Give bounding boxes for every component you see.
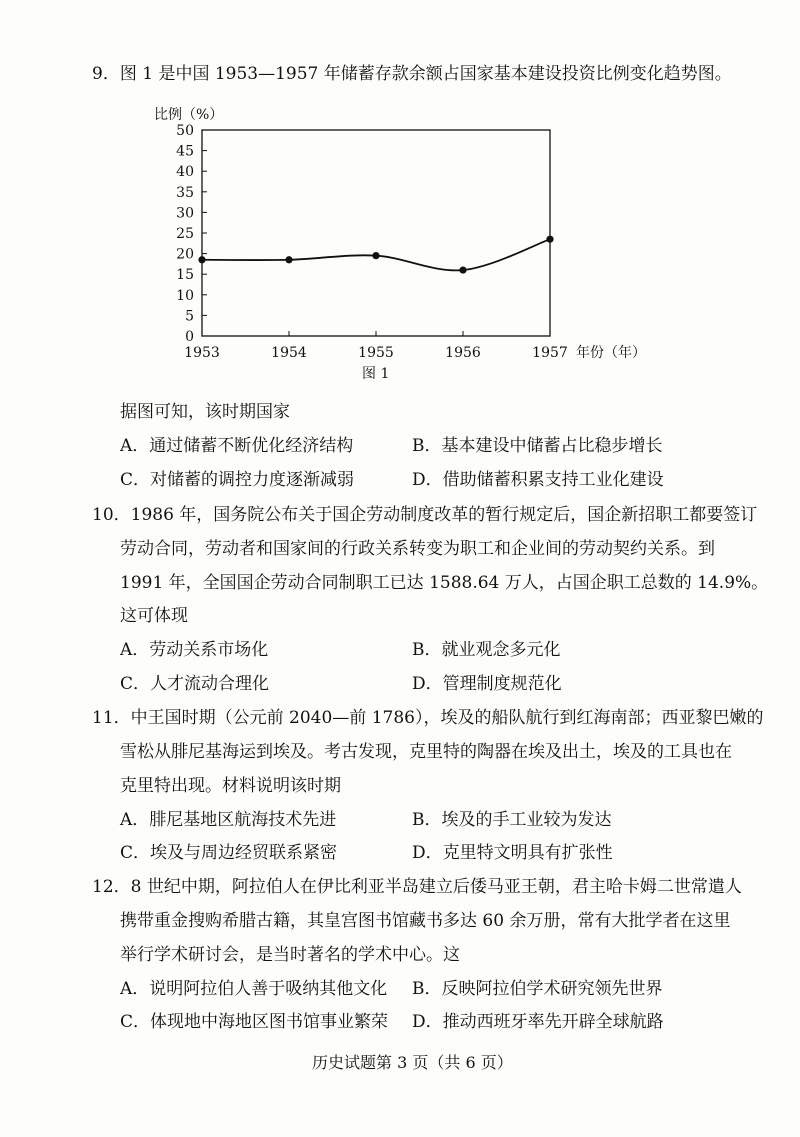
page-footer: 历史试题第 3 页（共 6 页） (312, 1053, 513, 1072)
q10-stem-line-1: 10．1986 年，国务院公布关于国企劳动制度改革的暂行规定后，国企新招职工都要签订 (92, 505, 758, 525)
q10-option-d[interactable]: D．管理制度规范化 (412, 674, 562, 694)
q10-option-a[interactable]: A．劳动关系市场化 (120, 640, 269, 660)
q9-option-b[interactable]: B．基本建设中储蓄占比稳步增长 (412, 436, 663, 456)
q11-stem-line-2: 雪松从腓尼基海运到埃及。考古发现，克里特的陶器在埃及出土，埃及的工具也在 (120, 742, 732, 762)
q9-option-d[interactable]: D．借助储蓄积累支持工业化建设 (412, 470, 664, 490)
q9-lead: 据图可知，该时期国家 (120, 402, 290, 422)
chart-y-tick-label: 30 (176, 205, 194, 222)
chart-x-tick-label: 1954 (271, 345, 307, 361)
q10-stem-line-3: 1991 年，全国国企劳动合同制职工已达 1588.64 万人，占国企职工总数的 14.9%。 (120, 573, 769, 593)
chart-data-point-1953 (198, 256, 205, 263)
chart-data-point-1956 (459, 266, 466, 273)
q11-stem-line-1: 11．中王国时期（公元前 2040—前 1786），埃及的船队航行到红海南部；西亚黎巴嫩的 (92, 708, 764, 728)
q12-option-a[interactable]: A．说明阿拉伯人善于吸纳其他文化 (120, 979, 388, 999)
chart-y-tick-label: 25 (176, 226, 194, 242)
q11-option-b[interactable]: B．埃及的手工业较为发达 (412, 810, 612, 830)
chart-y-tick-label: 10 (176, 287, 194, 304)
q12-stem-line-3: 举行学术研讨会，是当时著名的学术中心。这 (120, 945, 460, 965)
q9-stem: 9．图 1 是中国 1953—1957 年储蓄存款余额占国家基本建设投资比例变化趋势图。 (92, 64, 732, 84)
q11-option-d[interactable]: D．克里特文明具有扩张性 (412, 843, 613, 863)
q12-stem-line-1: 12．8 世纪中期，阿拉伯人在伊比利亚半岛建立后倭马亚王朝，君主哈卡姆二世常遣人 (92, 877, 742, 897)
chart-figure-1 (140, 100, 660, 390)
chart-x-tick-label: 1953 (184, 345, 220, 361)
q11-option-c[interactable]: C．埃及与周边经贸联系紧密 (120, 843, 338, 863)
chart-x-tick-label: 1956 (445, 345, 481, 361)
q10-stem-line-4: 这可体现 (120, 606, 188, 626)
q10-option-c[interactable]: C．人才流动合理化 (120, 674, 270, 694)
q12-option-c[interactable]: C．体现地中海地区图书馆事业繁荣 (120, 1012, 389, 1032)
q10-option-b[interactable]: B．就业观念多元化 (412, 640, 561, 660)
chart-data-point-1954 (285, 256, 292, 263)
q10-stem-line-2: 劳动合同，劳动者和国家间的行政关系转变为职工和企业间的劳动契约关系。到 (120, 539, 715, 559)
q11-option-a[interactable]: A．腓尼基地区航海技术先进 (120, 810, 337, 830)
chart-series-points (198, 236, 553, 274)
chart-y-tick-label: 5 (185, 308, 194, 325)
chart-y-tick-label: 15 (176, 267, 194, 284)
q11-stem-line-3: 克里特出现。材料说明该时期 (120, 776, 341, 796)
chart-y-tick-label: 45 (176, 143, 194, 160)
chart-data-point-1955 (372, 252, 379, 259)
chart-xlabel: 年份（年） (576, 345, 646, 361)
chart-y-tick-label: 0 (185, 329, 194, 345)
chart-data-point-1957 (546, 236, 553, 243)
chart-x-tick-label: 1957 (532, 345, 568, 361)
chart-y-tick-label: 20 (176, 246, 194, 263)
q9-option-a[interactable]: A．通过储蓄不断优化经济结构 (120, 436, 354, 456)
chart-plot-frame (202, 130, 550, 336)
chart-y-tick-label: 35 (176, 184, 194, 201)
q9-option-c[interactable]: C．对储蓄的调控力度逐渐减弱 (120, 470, 355, 490)
chart-ylabel: 比例（%） (154, 107, 224, 123)
q12-option-b[interactable]: B．反映阿拉伯学术研究领先世界 (412, 979, 663, 999)
q12-option-d[interactable]: D．推动西班牙率先开辟全球航路 (412, 1012, 664, 1032)
chart-x-tick-label: 1955 (358, 345, 394, 361)
chart-title: 图 1 (362, 366, 390, 382)
q12-stem-line-2: 携带重金搜购希腊古籍，其皇宫图书馆藏书多达 60 余万册，常有大批学者在这里 (120, 911, 731, 931)
chart-y-tick-label: 50 (176, 123, 194, 139)
chart-y-tick-label: 40 (176, 164, 194, 181)
